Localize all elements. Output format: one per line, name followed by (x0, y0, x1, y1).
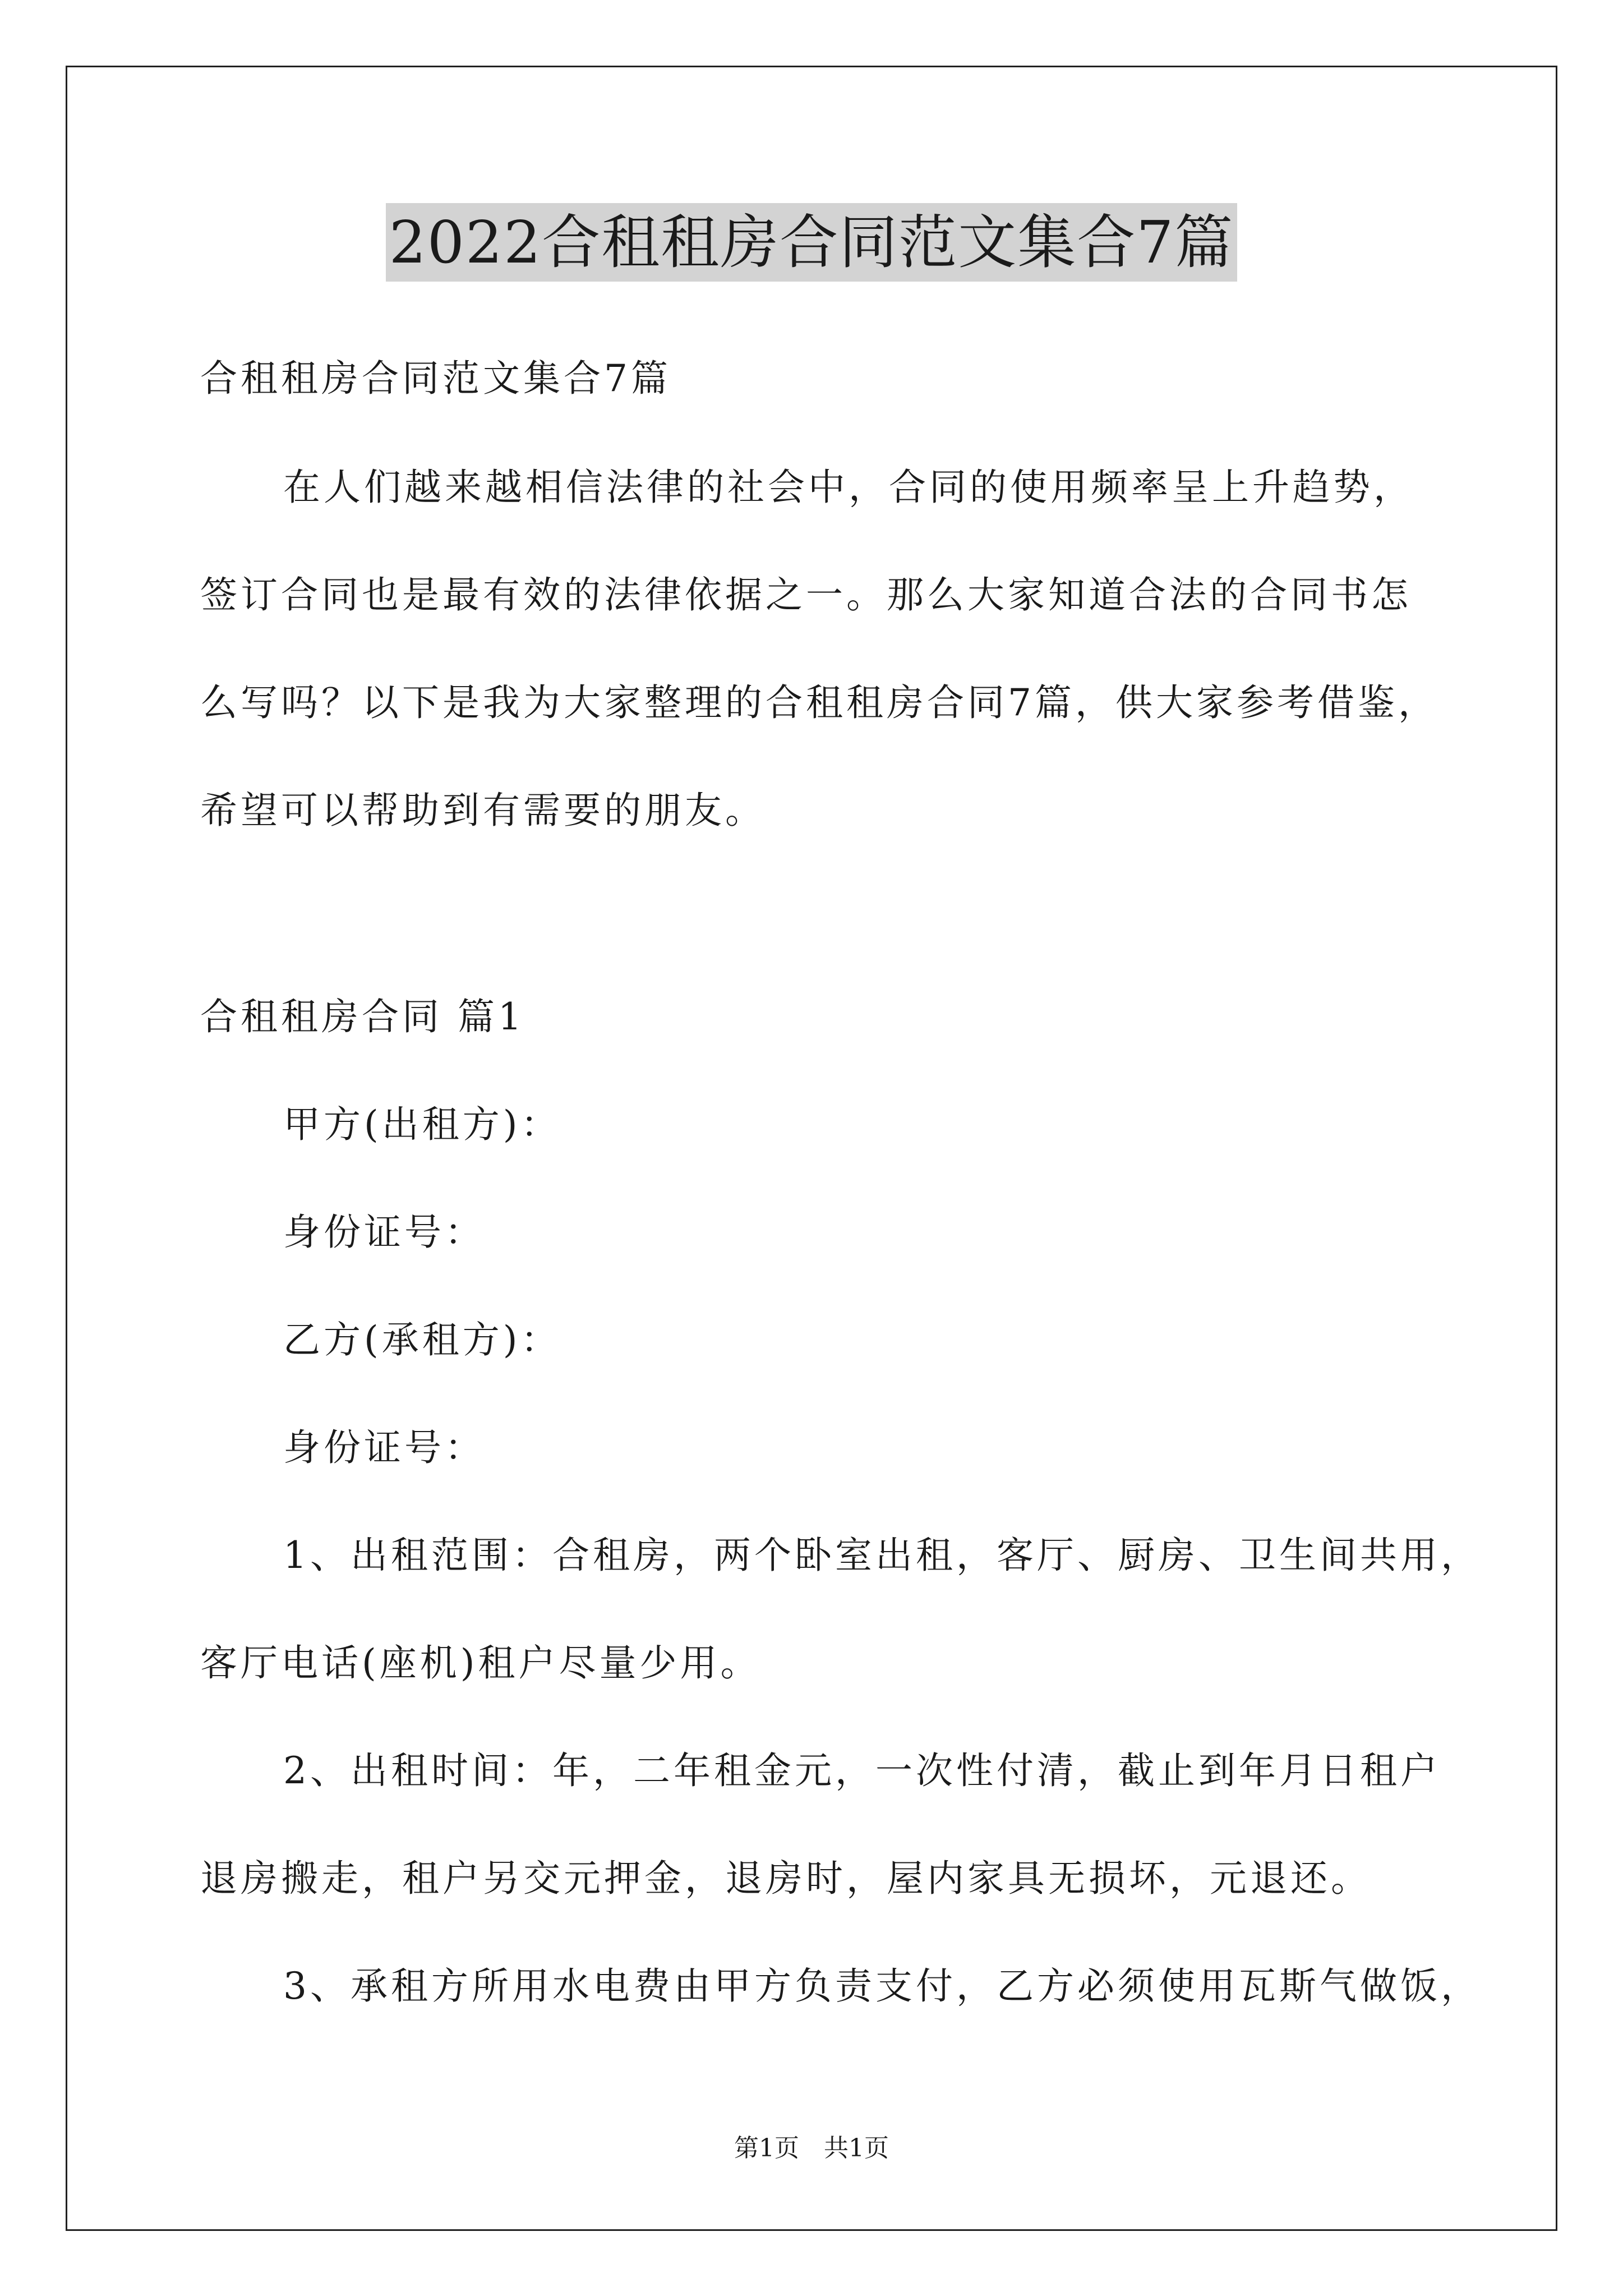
party-a-field: 甲方(出租方)： (283, 1103, 561, 1146)
intro-line: 么写吗？以下是我为大家整理的合租租房合同7篇，供大家参考借鉴， (200, 681, 1438, 724)
clause-line: 1、出租范围：合租房，两个卧室出租，客厅、厨房、卫生间共用， (283, 1534, 1481, 1577)
clause-line: 退房搬走，租户另交元押金，退房时，屋内家具无损坏，元退还。 (200, 1857, 1371, 1900)
title-block (0, 203, 1623, 282)
party-a-id-field: 身份证号： (283, 1211, 485, 1254)
clause-line: 2、出租时间：年，二年租金元，一次性付清，截止到年月日租户 (283, 1749, 1441, 1792)
document-title: 2022合租租房合同范文集合7篇 (386, 203, 1238, 282)
clause-line: 3、承租方所用水电费由甲方负责支付，乙方必须使用瓦斯气做饭， (283, 1964, 1481, 2008)
page-footer: 第1页 共1页 (734, 2134, 889, 2162)
section-heading: 合租租房合同 篇1 (200, 995, 525, 1038)
clause-line: 客厅电话(座机)租户尽量少用。 (200, 1641, 761, 1685)
document-subtitle: 合租租房合同范文集合7篇 (200, 357, 671, 400)
party-b-id-field: 身份证号： (283, 1426, 485, 1469)
intro-line: 签订合同也是最有效的法律依据之一。那么大家知道合法的合同书怎 (200, 573, 1412, 616)
intro-line: 在人们越来越相信法律的社会中，合同的使用频率呈上升趋势， (283, 466, 1414, 509)
party-b-field: 乙方(承租方)： (283, 1318, 561, 1361)
intro-line: 希望可以帮助到有需要的朋友。 (200, 789, 766, 832)
